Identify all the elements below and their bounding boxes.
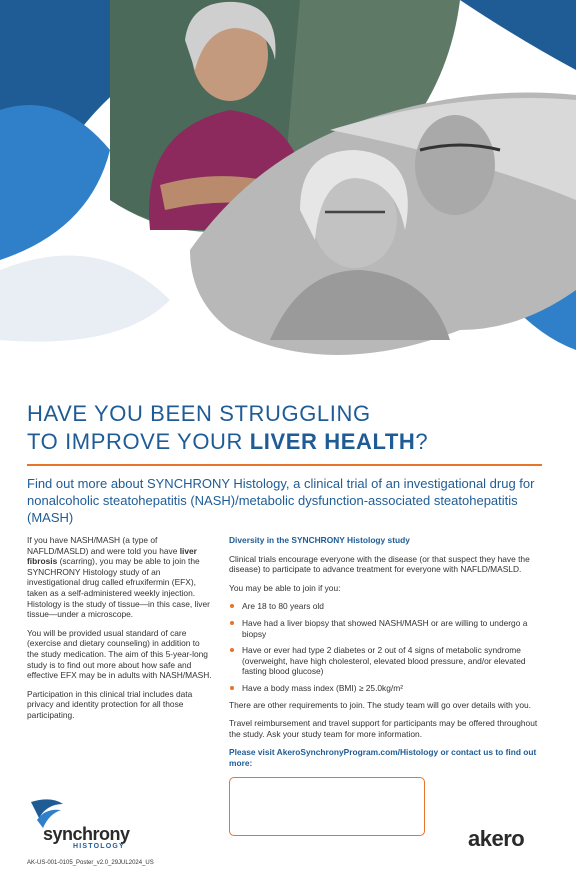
eligibility-item — [229, 645, 549, 677]
bullet-dot-icon — [230, 648, 234, 652]
eligibility-item-text: Are 18 to 80 years old — [242, 601, 324, 612]
orange-divider — [27, 464, 542, 466]
intro-text-end: (scarring), you may be able to join the SYNCHRONY Histology study of an investigational drug called efruxifermin (EFX), taken as a self-administered weekly injection. Histology is the study of tissue—in this case, liver tissue—under a microscope. — [27, 556, 210, 620]
blue-wave-top-right — [460, 0, 576, 70]
eligibility-item-text: Have a body mass index (BMI) ≥ 25.0kg/m² — [242, 682, 403, 693]
hero-illustration — [0, 0, 576, 400]
synchrony-histology-logo — [27, 798, 167, 852]
histology-wordmark: HISTOLOGY — [73, 843, 125, 850]
headline-question-mark: ? — [415, 429, 429, 454]
akero-logo: akero — [468, 826, 525, 851]
eligibility-item — [229, 683, 549, 694]
bullet-dot-icon — [230, 604, 234, 608]
eligibility-list — [229, 601, 549, 693]
synchrony-wordmark: synchrony — [43, 824, 130, 844]
other-requirements: There are other requirements to join. The study team will go over details with you. — [229, 699, 531, 710]
bullet-dot-icon — [230, 686, 234, 690]
headline-emphasis: LIVER HEALTH — [249, 429, 416, 454]
travel-support: Travel reimbursement and travel support for participants may be offered throughout the study. Ask your study team for more information. — [229, 718, 538, 739]
headline-line-1: HAVE YOU BEEN STRUGGLING — [27, 401, 371, 426]
join-lead: You may be able to join if you: — [229, 582, 341, 593]
contact-info-box[interactable] — [229, 777, 425, 836]
man-face — [415, 115, 495, 215]
light-wave-left — [0, 255, 170, 341]
privacy-paragraph: Participation in this clinical trial includes data privacy and identity protection for all those participating. — [27, 688, 193, 720]
visit-website-link[interactable]: Please visit AkeroSynchronyProgram.com/Histology or contact us to find out more: — [229, 747, 537, 768]
document-code: AK-US-001-0105_Poster_v2.0_29JUL2024_US — [27, 860, 154, 866]
eligibility-item-text: Have or ever had type 2 diabetes or 2 out of 4 signs of metabolic syndrome (overweight, have high cholesterol, elevated blood pressure, and/or elevated fasting blood glucose) — [242, 645, 526, 677]
right-column — [229, 535, 549, 777]
eligibility-item — [229, 618, 549, 639]
bullet-dot-icon — [230, 621, 234, 625]
standard-care-paragraph: You will be provided usual standard of care (exercise and dietary counseling) in addition to the study medication. The aim of this 5-year-long study is to find out more about how safe and effective EFX may be in adults with NASH/MASH. — [27, 627, 212, 681]
intro-paragraph — [27, 535, 212, 620]
subheading: Find out more about SYNCHRONY Histology, a clinical trial of an investigational drug for nonalcoholic steatohepatitis (NASH)/metabolic dysfunction-associated steatohepatitis (MASH) — [27, 476, 535, 525]
headline — [27, 400, 428, 456]
liver-fibrosis-bold: liver fibrosis — [27, 545, 197, 567]
diversity-paragraph: Clinical trials encourage everyone with the disease (or that suspect they have the disease) to participate to advance treatment for everyone with NAFLD/MASLD. — [229, 553, 530, 575]
intro-text-start: If you have NASH/MASH (a type of NAFLD/MASLD) and were told you have — [27, 535, 180, 556]
diversity-heading: Diversity in the SYNCHRONY Histology study — [229, 535, 410, 545]
hero-photo-collage — [0, 0, 576, 400]
blue-wave-left — [0, 105, 110, 260]
eligibility-item — [229, 601, 549, 612]
eligibility-item-text: Have had a liver biopsy that showed NASH/MASH or are willing to undergo a biopsy — [242, 617, 528, 639]
left-column — [27, 535, 212, 729]
headline-line-2-text: TO IMPROVE YOUR — [27, 429, 250, 454]
headline-line-2 — [27, 428, 428, 456]
